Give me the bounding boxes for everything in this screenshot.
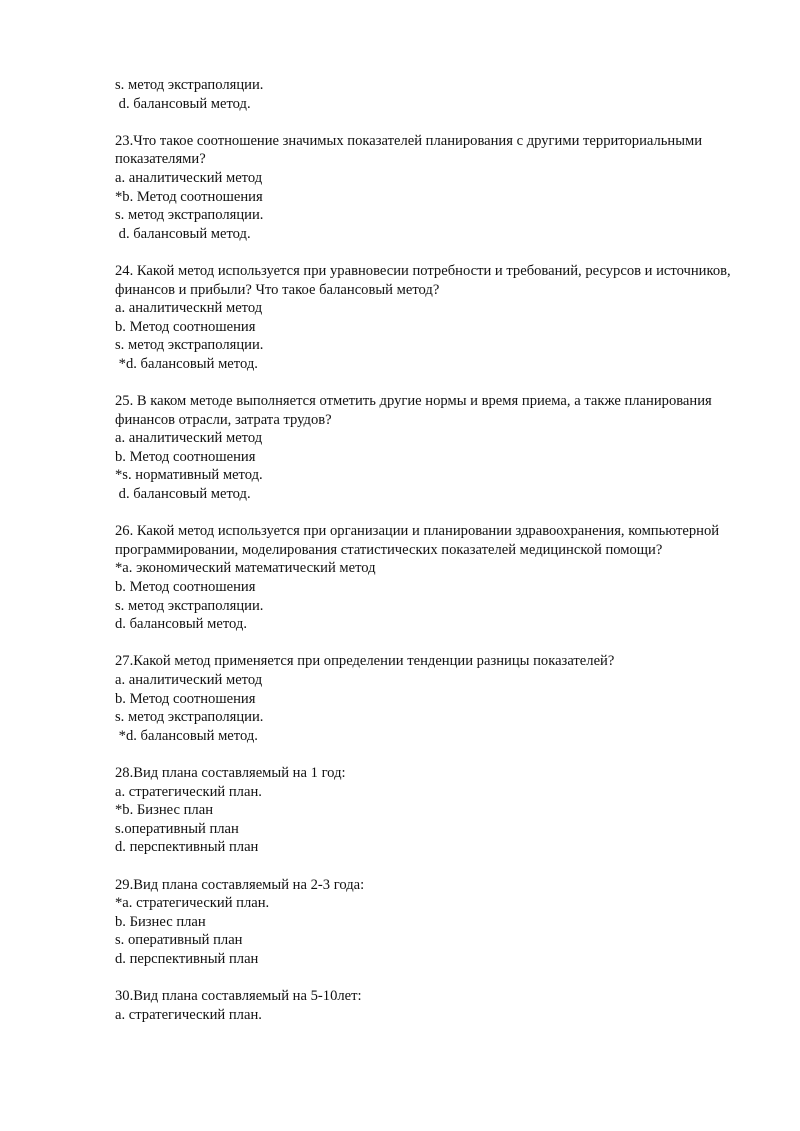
answer-option: *b. Бизнес план	[115, 802, 214, 819]
answer-option: *a. стратегический план.	[115, 895, 270, 912]
question-text: 26. Какой метод используется при организации и планировании здравоохранения, компьютерной программировании, моделирования статистических показателей медицинской помощи?	[115, 523, 720, 558]
answer-option: a. стратегический план.	[115, 783, 262, 800]
question-block-27	[115, 652, 735, 745]
question-block-29	[115, 876, 735, 969]
answer-option: s. метод экстраполяции.	[115, 207, 264, 224]
answer-option: s. метод экстраполяции.	[115, 709, 264, 726]
answer-option: a. аналитический метод	[115, 430, 263, 447]
answer-option: b. Метод соотношения	[115, 318, 256, 335]
answer-option: d. перспективный план	[115, 950, 259, 967]
answer-option: d. балансовый метод.	[115, 486, 251, 503]
question-text: 23.Что такое соотношение значимых показателей планирования с другими территориальными показателями?	[115, 132, 703, 168]
question-text: 28.Вид плана составляемый на 1 год:	[115, 764, 346, 781]
answer-option: s. метод экстраполяции.	[115, 337, 264, 354]
question-block-28	[115, 764, 735, 857]
answer-option: b. Метод соотношения	[115, 690, 256, 707]
answer-option: *b. Метод соотношения	[115, 188, 263, 205]
answer-option: *d. балансовый метод.	[115, 355, 258, 372]
question-text: 24. Какой метод используется при уравновесии потребности и требований, ресурсов и источников, финансов и прибыли? Что такое балансовый метод?	[115, 262, 731, 298]
question-block-26	[115, 522, 735, 634]
answer-option: s. оперативный план	[115, 932, 243, 949]
answer-option: s.оперативный план	[115, 820, 239, 837]
answer-option: d. перспективный план	[115, 839, 259, 856]
answer-option: b. Бизнес план	[115, 913, 206, 930]
answer-option: a. аналитический метод	[115, 169, 263, 186]
document-page	[115, 76, 735, 1024]
question-text: 30.Вид плана составляемый на 5-10лет:	[115, 988, 362, 1005]
answer-option: a. аналитический метод	[115, 672, 263, 688]
answer-option: d. балансовый метод.	[115, 225, 251, 242]
answer-option: a. аналитическнй метод	[115, 300, 263, 317]
answer-option: d. балансовый метод.	[115, 95, 251, 112]
answer-option: *d. балансовый метод.	[115, 727, 258, 744]
question-text: 25. В каком методе выполняется отметить другие нормы и время приема, а также планирования финансов отрасли, затрата трудов?	[115, 393, 712, 428]
question-block-23	[115, 132, 735, 244]
question-block-continued	[115, 76, 735, 113]
question-block-24	[115, 262, 735, 374]
answer-option: *s. нормативный метод.	[115, 467, 263, 484]
answer-option: d. балансовый метод.	[115, 616, 247, 633]
answer-option: *a. экономический математический метод	[115, 560, 376, 577]
answer-option: b. Метод соотношения	[115, 579, 256, 596]
question-text: 27.Какой метод применяется при определении тенденции разницы показателей?	[115, 653, 615, 670]
question-block-30	[115, 987, 735, 1024]
answer-option: b. Метод соотношения	[115, 448, 256, 465]
answer-option: s. метод экстраполяции.	[115, 77, 264, 93]
question-text: 29.Вид плана составляемый на 2-3 года:	[115, 876, 365, 893]
question-block-25	[115, 392, 735, 504]
answer-option: s. метод экстраполяции.	[115, 597, 264, 614]
answer-option: a. стратегический план.	[115, 1006, 262, 1023]
